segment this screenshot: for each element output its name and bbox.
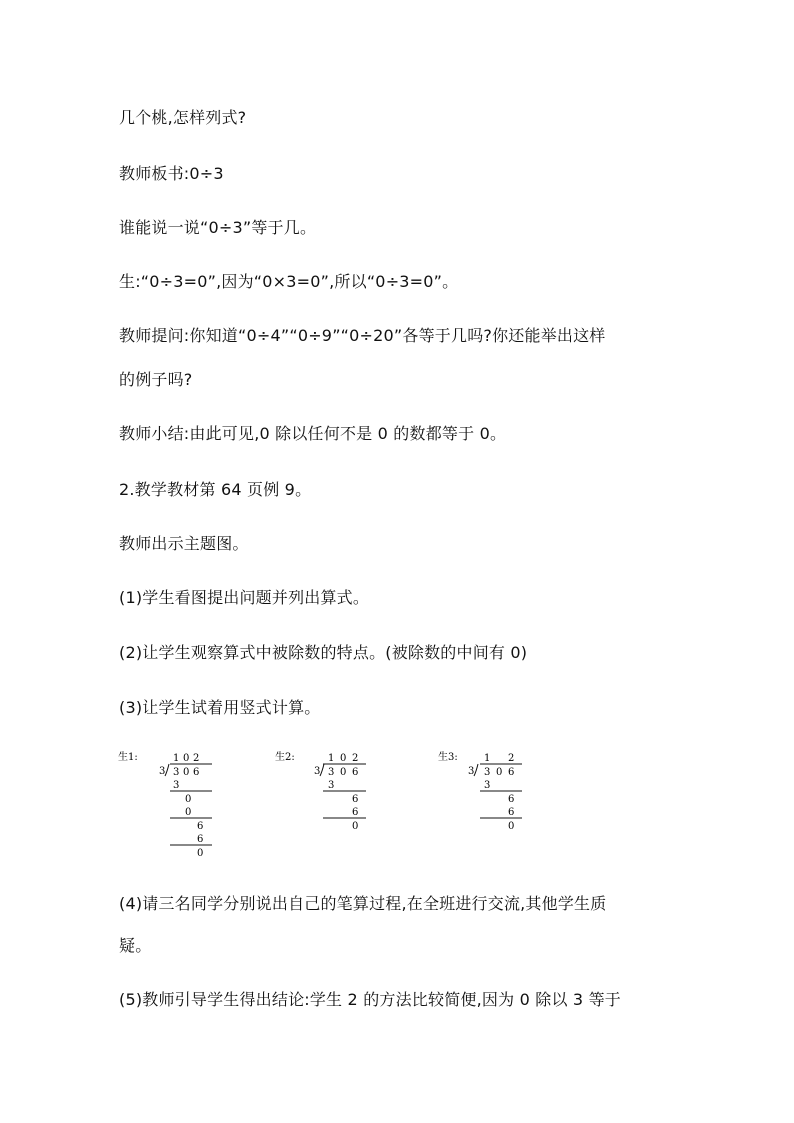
- paragraph-12: (3)让学生试着用竖式计算。: [119, 698, 321, 717]
- paragraph-7: 教师小结:由此可见,0 除以任何不是 0 的数都等于 0。: [119, 424, 507, 443]
- step-value: 0: [185, 807, 192, 818]
- quotient-digit: 2: [193, 753, 200, 764]
- step-value: 0: [352, 821, 359, 832]
- dividend-digit: 3: [328, 767, 335, 778]
- long-division-diagram: [118, 748, 238, 858]
- step-value: 6: [352, 794, 359, 805]
- step-value: 6: [197, 834, 204, 845]
- dividend-digit: 6: [508, 767, 515, 778]
- paragraph-11: (2)让学生观察算式中被除数的特点。(被除数的中间有 0): [119, 643, 528, 662]
- division-bracket: [320, 764, 324, 776]
- quotient-digit: 0: [183, 753, 190, 764]
- dividend-digit: 3: [484, 767, 491, 778]
- dividend-digit: 3: [173, 767, 180, 778]
- dividend-digit: 6: [352, 767, 359, 778]
- paragraph-6: 的例子吗?: [119, 370, 193, 389]
- quotient-digit: 1: [484, 753, 491, 764]
- dividend-digit: 0: [340, 767, 347, 778]
- step-value: 6: [197, 821, 204, 832]
- paragraph-9: 教师出示主题图。: [119, 534, 249, 553]
- long-division-diagram: [275, 748, 395, 858]
- step-value: 0: [185, 794, 192, 805]
- long-division-diagram: [438, 748, 558, 858]
- student-label: 生3:: [438, 752, 458, 763]
- dividend-digit: 6: [193, 767, 200, 778]
- dividend-digit: 0: [496, 767, 503, 778]
- quotient-digit: 2: [508, 753, 515, 764]
- step-value: 6: [508, 794, 515, 805]
- step-value: 0: [508, 821, 515, 832]
- paragraph-10: (1)学生看图提出问题并列出算式。: [119, 588, 370, 607]
- paragraph-1: 几个桃,怎样列式?: [119, 108, 247, 127]
- student-label: 生2:: [275, 752, 295, 763]
- step-value: 3: [173, 780, 180, 791]
- quotient-digit: 1: [328, 753, 335, 764]
- division-bracket: [474, 764, 478, 776]
- quotient-digit: 0: [340, 753, 347, 764]
- step-value: 3: [484, 780, 491, 791]
- paragraph-3: 谁能说一说“0÷3”等于几。: [119, 218, 317, 237]
- paragraph-5: 教师提问:你知道“0÷4”“0÷9”“0÷20”各等于几吗?你还能举出这样: [119, 326, 606, 345]
- step-value: 6: [508, 807, 515, 818]
- step-value: 3: [328, 780, 335, 791]
- divisor: 3: [159, 766, 166, 777]
- dividend-digit: 0: [183, 767, 190, 778]
- step-value: 0: [197, 848, 204, 858]
- paragraph-13: (4)请三名同学分别说出自己的笔算过程,在全班进行交流,其他学生质: [119, 894, 607, 913]
- paragraph-4: 生:“0÷3=0”,因为“0×3=0”,所以“0÷3=0”。: [119, 272, 459, 291]
- paragraph-8: 2.教学教材第 64 页例 9。: [119, 480, 312, 499]
- paragraph-2: 教师板书:0÷3: [119, 164, 224, 183]
- quotient-digit: 2: [352, 753, 359, 764]
- student-label: 生1:: [118, 752, 138, 763]
- long-division-student-3: [438, 748, 558, 858]
- long-division-student-2: [275, 748, 395, 858]
- paragraph-14: 疑。: [119, 936, 152, 955]
- long-division-student-1: [118, 748, 238, 858]
- paragraph-15: (5)教师引导学生得出结论:学生 2 的方法比较简便,因为 0 除以 3 等于: [119, 990, 621, 1009]
- divisor: 3: [314, 766, 321, 777]
- division-bracket: [165, 764, 169, 776]
- divisor: 3: [468, 766, 475, 777]
- step-value: 6: [352, 807, 359, 818]
- quotient-digit: 1: [173, 753, 180, 764]
